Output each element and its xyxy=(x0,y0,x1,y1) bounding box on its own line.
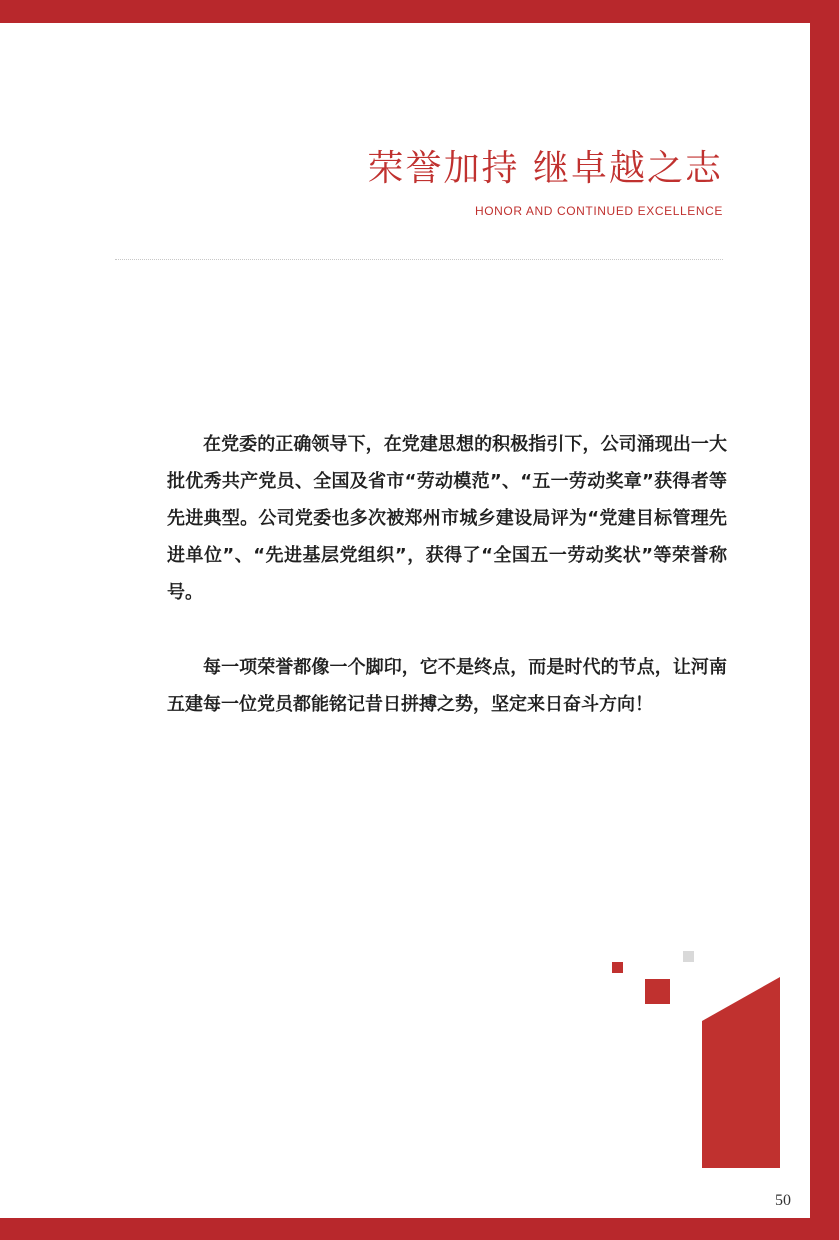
paragraph-honors: 在党委的正确领导下，在党建思想的积极指引下，公司涌现出一大批优秀共产党员、全国及省市“劳动模范”、“五一劳动奖章”获得者等先进典型。公司党委也多次被郑州市城乡建设局评为“党建目标管理先进单位”、“先进基层党组织”，获得了“全国五一劳动奖状”等荣誉称号。 xyxy=(167,434,727,603)
decorative-square-small-gray xyxy=(683,951,694,962)
page-number: 50 xyxy=(775,1192,791,1209)
decorative-square-red xyxy=(645,979,670,1004)
decorative-block xyxy=(702,1021,780,1168)
decorative-square-small-red xyxy=(612,962,623,973)
title-divider xyxy=(115,259,723,260)
section-title: 荣誉加持 继卓越之志 xyxy=(367,148,723,189)
bottom-border xyxy=(0,1218,839,1240)
article-body xyxy=(167,426,727,723)
decorative-wedge xyxy=(702,977,780,1021)
section-subtitle: HONOR AND CONTINUED EXCELLENCE xyxy=(474,204,723,218)
right-border xyxy=(810,0,839,1240)
top-border xyxy=(0,0,839,23)
paragraph-footprint: 每一项荣誉都像一个脚印，它不是终点，而是时代的节点，让河南五建每一位党员都能铭记昔日拼搏之势，坚定来日奋斗方向！ xyxy=(167,657,727,715)
